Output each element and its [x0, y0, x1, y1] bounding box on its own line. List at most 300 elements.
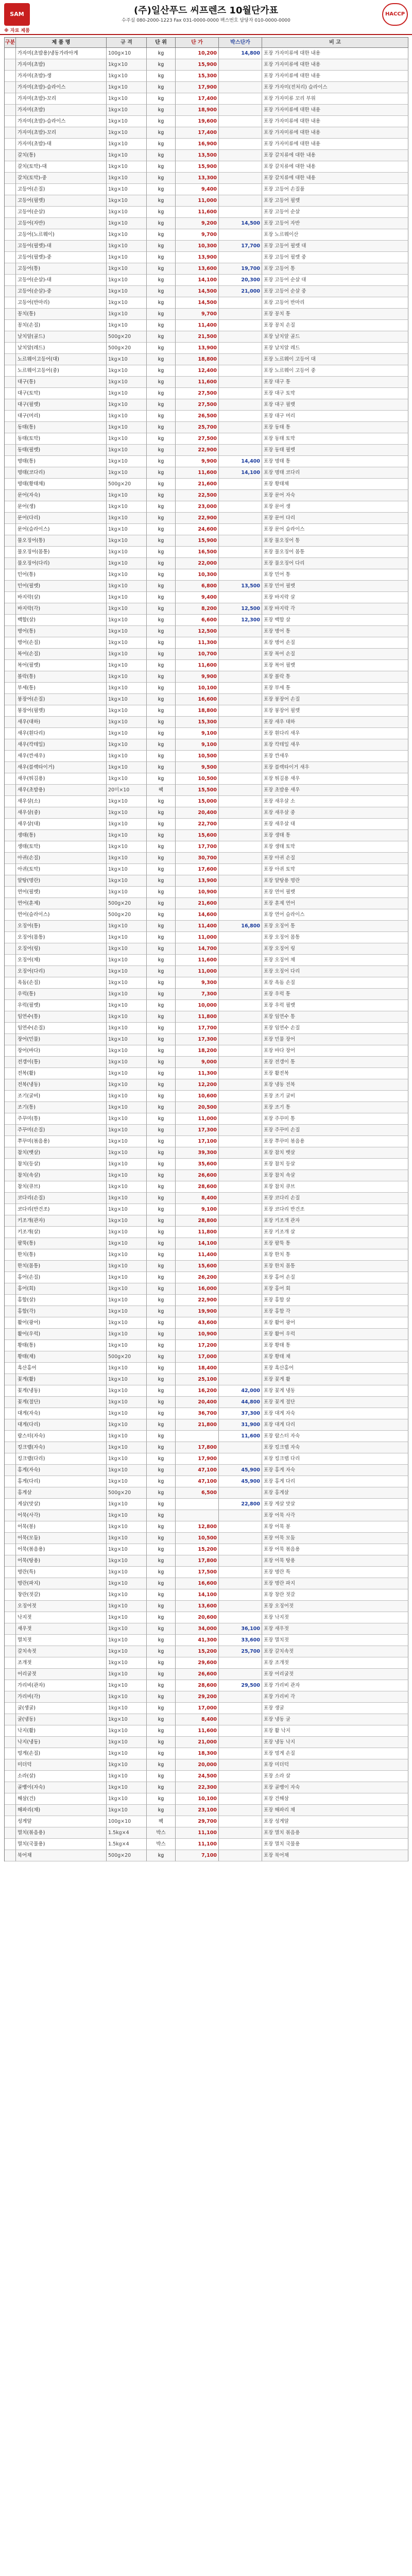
product-unit: kg — [147, 660, 176, 671]
product-unit: kg — [147, 1646, 176, 1657]
table-row — [5, 331, 408, 343]
product-spec: 1kg×10 — [107, 1680, 147, 1691]
product-spec: 1kg×10 — [107, 433, 147, 445]
box-price — [219, 411, 262, 422]
product-spec: 1kg×10 — [107, 1544, 147, 1555]
product-name: 가자미(초밥)-생 — [16, 71, 107, 82]
unit-price: 14,700 — [176, 943, 219, 955]
box-price: 36,100 — [219, 1623, 262, 1635]
product-unit: kg — [147, 195, 176, 207]
product-unit: kg — [147, 1453, 176, 1465]
row-category — [5, 1125, 16, 1136]
product-note: 포장 민어 필렛 — [262, 581, 408, 592]
product-spec: 1kg×10 — [107, 207, 147, 218]
row-category — [5, 1578, 16, 1589]
product-spec: 1kg×10 — [107, 683, 147, 694]
table-row — [5, 1680, 408, 1691]
row-category — [5, 1521, 16, 1533]
unit-price: 27,500 — [176, 433, 219, 445]
product-note: 포장 팔뚝 통 — [262, 1238, 408, 1249]
unit-price: 15,200 — [176, 1646, 219, 1657]
product-note: 포장 활 낙지 — [262, 1725, 408, 1737]
unit-price: 18,800 — [176, 354, 219, 365]
unit-price: 16,900 — [176, 139, 219, 150]
product-name: 노르웨이고등어(대) — [16, 354, 107, 365]
product-unit: kg — [147, 1329, 176, 1340]
unit-price: 17,200 — [176, 1340, 219, 1351]
product-note: 포장 바지락 각 — [262, 603, 408, 615]
unit-price: 22,900 — [176, 513, 219, 524]
unit-price: 8,400 — [176, 1193, 219, 1204]
product-note: 포장 훈제 연어 — [262, 898, 408, 909]
product-spec: 1kg×10 — [107, 456, 147, 467]
box-price — [219, 1351, 262, 1363]
unit-price: 16,500 — [176, 547, 219, 558]
row-category — [5, 1136, 16, 1147]
table-row — [5, 1510, 408, 1521]
box-price — [219, 626, 262, 637]
row-category — [5, 93, 16, 105]
row-category — [5, 105, 16, 116]
product-spec: 1kg×10 — [107, 388, 147, 399]
product-unit: kg — [147, 275, 176, 286]
product-name: 새우젓 — [16, 1623, 107, 1635]
table-row — [5, 1238, 408, 1249]
product-note: 포장 생굴 — [262, 1703, 408, 1714]
row-category — [5, 467, 16, 479]
box-price — [219, 1181, 262, 1193]
product-unit: kg — [147, 1057, 176, 1068]
product-name: 쭈꾸미(볶음용) — [16, 1136, 107, 1147]
box-price — [219, 1453, 262, 1465]
row-category — [5, 207, 16, 218]
product-note: 포장 꽁치 통 — [262, 309, 408, 320]
unit-price: 9,700 — [176, 309, 219, 320]
product-unit: kg — [147, 1782, 176, 1793]
unit-price: 9,100 — [176, 728, 219, 739]
product-note: 포장 붕장어 손질 — [262, 694, 408, 705]
unit-price: 22,300 — [176, 1782, 219, 1793]
table-row — [5, 1034, 408, 1045]
product-unit: kg — [147, 592, 176, 603]
table-row — [5, 252, 408, 263]
product-name: 가자미(초밥) — [16, 105, 107, 116]
product-unit: kg — [147, 1034, 176, 1045]
row-category — [5, 535, 16, 547]
product-unit: kg — [147, 252, 176, 263]
product-note: 포장 아귀 토막 — [262, 864, 408, 875]
table-row — [5, 1669, 408, 1680]
box-price — [219, 1045, 262, 1057]
product-unit: kg — [147, 694, 176, 705]
product-name: 어묵(사각) — [16, 1510, 107, 1521]
row-category — [5, 1102, 16, 1113]
product-unit: kg — [147, 184, 176, 195]
product-name: 대게(다리) — [16, 1419, 107, 1431]
product-spec: 1kg×10 — [107, 1306, 147, 1317]
table-row — [5, 513, 408, 524]
box-price — [219, 490, 262, 501]
row-category — [5, 1181, 16, 1193]
product-unit: kg — [147, 1170, 176, 1181]
table-row — [5, 139, 408, 150]
row-category — [5, 456, 16, 467]
unit-price: 20,600 — [176, 1612, 219, 1623]
table-row — [5, 1023, 408, 1034]
product-note: 포장 고등어 필렛 대 — [262, 241, 408, 252]
product-name: 연어(슬라이스) — [16, 909, 107, 921]
row-category — [5, 229, 16, 241]
product-unit: kg — [147, 1011, 176, 1023]
product-note: 포장 홍어 회 — [262, 1283, 408, 1295]
table-row — [5, 660, 408, 671]
table-row — [5, 1408, 408, 1419]
row-category — [5, 399, 16, 411]
row-category — [5, 252, 16, 263]
unit-price: 23,000 — [176, 501, 219, 513]
certification-badge: HACCP — [382, 3, 408, 26]
product-spec: 1kg×10 — [107, 59, 147, 71]
table-row — [5, 1748, 408, 1759]
product-unit: kg — [147, 1691, 176, 1703]
product-name: 고등어(통) — [16, 263, 107, 275]
product-note: 포장 참치 속살 — [262, 1170, 408, 1181]
col-header-spec: 규 격 — [107, 38, 147, 48]
product-spec: 1kg×10 — [107, 1363, 147, 1374]
box-price — [219, 195, 262, 207]
product-name: 문어(자숙) — [16, 490, 107, 501]
product-name: 갈치(통) — [16, 150, 107, 161]
product-spec: 500g×20 — [107, 331, 147, 343]
product-unit: kg — [147, 1419, 176, 1431]
product-unit: kg — [147, 490, 176, 501]
table-row — [5, 1011, 408, 1023]
product-unit: kg — [147, 819, 176, 830]
product-spec: 1kg×10 — [107, 1657, 147, 1669]
product-name: 새우(깐새우) — [16, 751, 107, 762]
row-category — [5, 1023, 16, 1034]
product-note: 포장 갈치류에 대한 내용 — [262, 150, 408, 161]
product-name: 꽃게(냉동) — [16, 1385, 107, 1397]
product-name: 홍어(손질) — [16, 1272, 107, 1283]
product-note: 포장 어묵 봉 — [262, 1521, 408, 1533]
product-spec: 1kg×10 — [107, 637, 147, 649]
product-note: 포장 꽃게 절단 — [262, 1397, 408, 1408]
product-unit: kg — [147, 1408, 176, 1419]
box-price — [219, 388, 262, 399]
row-category — [5, 1635, 16, 1646]
product-note: 포장 바다 장어 — [262, 1045, 408, 1057]
product-note: 포장 어묵 사각 — [262, 1510, 408, 1521]
unit-price: 17,400 — [176, 127, 219, 139]
product-note: 포장 오징어 링 — [262, 943, 408, 955]
unit-price: 28,800 — [176, 1215, 219, 1227]
product-note: 포장 고등어 순살 대 — [262, 275, 408, 286]
product-note: 포장 붕장어 필렛 — [262, 705, 408, 717]
product-spec: 1kg×10 — [107, 297, 147, 309]
product-name: 랍스터(자숙) — [16, 1431, 107, 1442]
unit-price: 10,700 — [176, 649, 219, 660]
unit-price: 11,600 — [176, 955, 219, 966]
product-spec: 1kg×10 — [107, 71, 147, 82]
table-row — [5, 1725, 408, 1737]
product-spec: 1kg×10 — [107, 1805, 147, 1816]
product-note: 포장 대구 통 — [262, 377, 408, 388]
product-spec: 1kg×10 — [107, 1238, 147, 1249]
box-price — [219, 1170, 262, 1181]
product-name: 백합(살) — [16, 615, 107, 626]
unit-price: 15,300 — [176, 717, 219, 728]
product-spec: 500g×20 — [107, 1487, 147, 1499]
product-unit: kg — [147, 705, 176, 717]
product-note: 포장 생태 통 — [262, 830, 408, 841]
product-spec: 500g×20 — [107, 343, 147, 354]
box-price — [219, 422, 262, 433]
table-row — [5, 365, 408, 377]
product-unit: kg — [147, 354, 176, 365]
row-category — [5, 751, 16, 762]
product-unit: kg — [147, 1283, 176, 1295]
row-category — [5, 1827, 16, 1839]
product-unit: kg — [147, 1023, 176, 1034]
table-row — [5, 1351, 408, 1363]
product-unit: kg — [147, 841, 176, 853]
product-unit: kg — [147, 1340, 176, 1351]
product-spec: 1kg×10 — [107, 1499, 147, 1510]
page-header — [0, 0, 412, 35]
table-row — [5, 388, 408, 399]
table-row — [5, 501, 408, 513]
row-category — [5, 1340, 16, 1351]
unit-price — [176, 1510, 219, 1521]
product-spec: 1kg×10 — [107, 105, 147, 116]
unit-price: 13,900 — [176, 252, 219, 263]
product-spec: 1kg×10 — [107, 161, 147, 173]
product-name: 갈치(토막)-중 — [16, 173, 107, 184]
row-category — [5, 1646, 16, 1657]
product-unit: kg — [147, 1725, 176, 1737]
product-unit: kg — [147, 1374, 176, 1385]
product-name: 고등어(순살) — [16, 207, 107, 218]
table-row — [5, 263, 408, 275]
product-name: 낙지(냉동) — [16, 1737, 107, 1748]
unit-price: 16,200 — [176, 1385, 219, 1397]
product-spec: 1kg×10 — [107, 286, 147, 297]
product-unit: kg — [147, 569, 176, 581]
product-spec: 1kg×10 — [107, 1385, 147, 1397]
row-category — [5, 1363, 16, 1374]
box-price — [219, 728, 262, 739]
table-row — [5, 853, 408, 864]
product-unit: kg — [147, 751, 176, 762]
row-category — [5, 683, 16, 694]
row-category — [5, 173, 16, 184]
box-price — [219, 819, 262, 830]
product-name: 생태(토막) — [16, 841, 107, 853]
unit-price: 10,500 — [176, 1533, 219, 1544]
box-price — [219, 1295, 262, 1306]
product-name: 동태(토막) — [16, 433, 107, 445]
product-unit: kg — [147, 1771, 176, 1782]
product-note: 포장 꽃게 활 — [262, 1374, 408, 1385]
row-category — [5, 1816, 16, 1827]
product-name: 킹크랩(자숙) — [16, 1442, 107, 1453]
table-row — [5, 626, 408, 637]
product-name: 멸치(볶음용) — [16, 1827, 107, 1839]
box-price — [219, 535, 262, 547]
row-category — [5, 728, 16, 739]
row-category — [5, 1737, 16, 1748]
row-category — [5, 773, 16, 785]
product-unit: kg — [147, 1385, 176, 1397]
box-price: 12,300 — [219, 615, 262, 626]
product-unit: 팩 — [147, 785, 176, 796]
product-note: 포장 고등어 순살 중 — [262, 286, 408, 297]
product-name: 게살(맛살) — [16, 1499, 107, 1510]
box-price — [219, 1023, 262, 1034]
product-unit: kg — [147, 93, 176, 105]
product-spec: 1kg×10 — [107, 1669, 147, 1680]
row-category — [5, 297, 16, 309]
product-name: 주꾸미(손질) — [16, 1125, 107, 1136]
product-note: 포장 랍스터 자숙 — [262, 1431, 408, 1442]
product-unit: kg — [147, 1102, 176, 1113]
product-note: 포장 흰다리 새우 — [262, 728, 408, 739]
box-price — [219, 796, 262, 807]
product-spec: 1kg×10 — [107, 773, 147, 785]
product-name: 낙지(활) — [16, 1725, 107, 1737]
product-note: 포장 민어 통 — [262, 569, 408, 581]
product-spec: 1kg×10 — [107, 1079, 147, 1091]
row-category — [5, 1147, 16, 1159]
box-price — [219, 150, 262, 161]
product-name: 고등어(필렛) — [16, 195, 107, 207]
table-row — [5, 1623, 408, 1635]
product-name: 참치(속살) — [16, 1170, 107, 1181]
product-name: 고등어(필렛)-대 — [16, 241, 107, 252]
product-name: 물오징어(통) — [16, 535, 107, 547]
product-name: 전복(냉동) — [16, 1079, 107, 1091]
row-category — [5, 864, 16, 875]
box-price — [219, 1589, 262, 1601]
row-category — [5, 1465, 16, 1476]
row-category — [5, 1782, 16, 1793]
product-note: 포장 키조개 살 — [262, 1227, 408, 1238]
box-price — [219, 705, 262, 717]
product-unit: kg — [147, 649, 176, 660]
box-price — [219, 116, 262, 127]
box-price — [219, 943, 262, 955]
product-unit: kg — [147, 331, 176, 343]
product-note: 포장 오징어 통 — [262, 921, 408, 932]
unit-price: 20,500 — [176, 1102, 219, 1113]
product-spec: 1kg×10 — [107, 1646, 147, 1657]
product-unit: kg — [147, 150, 176, 161]
box-price — [219, 1147, 262, 1159]
product-note: 포장 조기 통 — [262, 1102, 408, 1113]
table-row — [5, 1431, 408, 1442]
row-category — [5, 796, 16, 807]
unit-price: 9,500 — [176, 762, 219, 773]
product-unit: kg — [147, 535, 176, 547]
row-category — [5, 365, 16, 377]
row-category — [5, 875, 16, 887]
product-spec: 1kg×10 — [107, 1170, 147, 1181]
table-row — [5, 1147, 408, 1159]
product-spec: 1kg×10 — [107, 1136, 147, 1147]
product-spec: 500g×20 — [107, 898, 147, 909]
product-unit: 팩 — [147, 1816, 176, 1827]
unit-price: 13,900 — [176, 875, 219, 887]
product-unit: kg — [147, 1748, 176, 1759]
row-category — [5, 1204, 16, 1215]
product-note: 포장 볼락 통 — [262, 671, 408, 683]
product-spec: 1kg×10 — [107, 1057, 147, 1068]
table-row — [5, 59, 408, 71]
unit-price: 20,000 — [176, 1759, 219, 1771]
product-spec: 1kg×10 — [107, 1567, 147, 1578]
product-spec: 1kg×10 — [107, 569, 147, 581]
table-row — [5, 1544, 408, 1555]
row-category — [5, 127, 16, 139]
product-spec: 1kg×10 — [107, 1408, 147, 1419]
product-spec: 1kg×10 — [107, 1771, 147, 1782]
product-name: 킹크랩(다리) — [16, 1453, 107, 1465]
product-note: 포장 갈치속젓 — [262, 1646, 408, 1657]
table-row — [5, 728, 408, 739]
row-category — [5, 320, 16, 331]
product-note: 포장 어묵 탕용 — [262, 1555, 408, 1567]
product-note: 포장 노르웨이 고등어 중 — [262, 365, 408, 377]
table-row — [5, 807, 408, 819]
table-row — [5, 1601, 408, 1612]
product-note: 포장 바지락 살 — [262, 592, 408, 603]
table-row — [5, 229, 408, 241]
product-unit: kg — [147, 1635, 176, 1646]
box-price: 25,700 — [219, 1646, 262, 1657]
box-price — [219, 1793, 262, 1805]
product-unit: kg — [147, 467, 176, 479]
box-price: 37,300 — [219, 1408, 262, 1419]
unit-price: 30,700 — [176, 853, 219, 864]
unit-price: 22,000 — [176, 558, 219, 569]
product-name: 날치알(레드) — [16, 343, 107, 354]
product-note: 포장 미더덕 — [262, 1759, 408, 1771]
product-note: 포장 대구 머리 — [262, 411, 408, 422]
product-name: 대구(머리) — [16, 411, 107, 422]
product-name: 연어(훈제) — [16, 898, 107, 909]
unit-price: 15,900 — [176, 161, 219, 173]
box-price — [219, 184, 262, 195]
product-spec: 1kg×10 — [107, 989, 147, 1000]
product-unit: kg — [147, 1442, 176, 1453]
row-category — [5, 1567, 16, 1578]
table-row — [5, 173, 408, 184]
product-note: 포장 노르웨이산 — [262, 229, 408, 241]
product-note: 포장 홍합 살 — [262, 1295, 408, 1306]
table-row — [5, 1385, 408, 1397]
row-category — [5, 195, 16, 207]
product-spec: 100g×10 — [107, 1816, 147, 1827]
product-name: 한치(몸통) — [16, 1261, 107, 1272]
row-category — [5, 1793, 16, 1805]
product-spec: 20미×10 — [107, 785, 147, 796]
unit-price: 43,600 — [176, 1317, 219, 1329]
row-category — [5, 1419, 16, 1431]
product-spec: 1kg×10 — [107, 422, 147, 433]
row-category — [5, 581, 16, 592]
box-price — [219, 649, 262, 660]
